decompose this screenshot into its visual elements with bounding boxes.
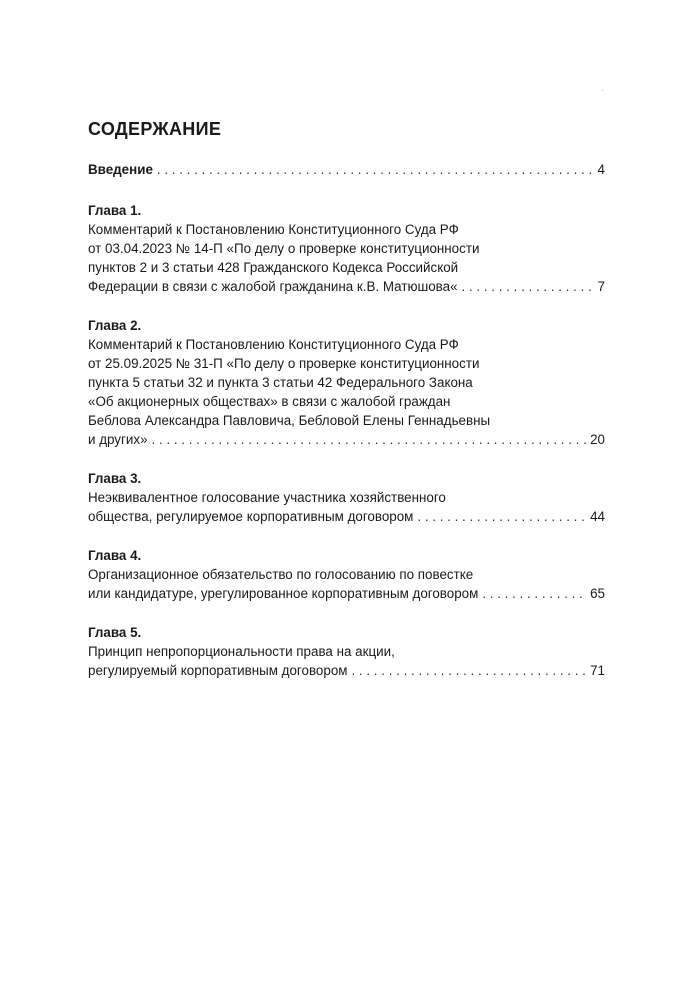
chapter-title-line: Организационное обязательство по голосованию по повестке: [88, 567, 474, 582]
dot-leader: [417, 507, 587, 526]
toc-entry-line: [88, 661, 605, 680]
chapter-title-line: Комментарий к Постановлению Конституционного Суда РФ: [88, 222, 459, 237]
dot-leader: [482, 584, 587, 603]
toc-entry-line: [88, 430, 605, 449]
toc-entry-chapter-5[interactable]: [88, 623, 605, 680]
chapter-title-line: Принцип непропорциональности права на акции,: [88, 644, 395, 659]
chapter-title-line: Комментарий к Постановлению Конституционного Суда РФ: [88, 337, 459, 352]
dot-leader: [157, 160, 595, 179]
toc-page-number: 71: [590, 663, 605, 678]
chapter-label: Глава 1.: [88, 203, 142, 218]
chapter-title-line: Неэквивалентное голосование участника хозяйственного: [88, 490, 446, 505]
chapter-label: Глава 4.: [88, 548, 142, 563]
toc-entry-line: [88, 160, 605, 179]
dot-leader: [152, 430, 588, 449]
toc-entry-line: [88, 507, 605, 526]
chapter-title-line: или кандидатуре, урегулированное корпоративным договором: [88, 586, 479, 601]
toc-entry-chapter-1[interactable]: [88, 201, 605, 296]
corner-mark: ·: [601, 86, 604, 95]
chapter-title-line: пунктов 2 и 3 статьи 428 Гражданского Кодекса Российской: [88, 260, 459, 275]
chapter-title-line: пункта 5 статьи 32 и пункта 3 статьи 42 Федерального Закона: [88, 375, 473, 390]
toc-entry-line: [88, 584, 605, 603]
toc-entry-chapter-3[interactable]: [88, 469, 605, 526]
chapter-label: Глава 3.: [88, 471, 142, 486]
chapter-title-line: общества, регулируемое корпоративным договором: [88, 509, 414, 524]
toc-page-number: 7: [597, 279, 605, 294]
toc-page-number: 4: [597, 162, 605, 177]
toc-entry-chapter-4[interactable]: [88, 546, 605, 603]
chapter-title-line: «Об акционерных обществах» в связи с жалобой граждан: [88, 394, 451, 409]
chapter-label: Глава 5.: [88, 625, 142, 640]
chapter-title-line: регулируемый корпоративным договором: [88, 663, 348, 678]
dot-leader: [462, 277, 595, 296]
chapter-title-line: от 03.04.2023 № 14-П «По делу о проверке конституционности: [88, 241, 480, 256]
chapter-title-line: от 25.09.2025 № 31-П «По делу о проверке конституционности: [88, 356, 480, 371]
toc-title: СОДЕРЖАНИЕ: [88, 119, 222, 139]
toc-page-number: 65: [590, 586, 605, 601]
toc-entry-chapter-2[interactable]: [88, 316, 605, 449]
chapter-label: Глава 2.: [88, 318, 142, 333]
toc-page-number: 44: [590, 509, 605, 524]
chapter-title-line: Беблова Александра Павловича, Бебловой Елены Геннадьевны: [88, 413, 491, 428]
table-of-contents: [88, 160, 605, 700]
dot-leader: [351, 661, 587, 680]
chapter-title-line: и других»: [88, 432, 148, 447]
chapter-title-line: Федерации в связи с жалобой гражданина к.В. Матюшова«: [88, 279, 458, 294]
toc-entry-label: Введение: [88, 162, 153, 177]
toc-page-number: 20: [590, 432, 605, 447]
toc-entry-intro[interactable]: [88, 160, 605, 179]
toc-entry-line: [88, 277, 605, 296]
